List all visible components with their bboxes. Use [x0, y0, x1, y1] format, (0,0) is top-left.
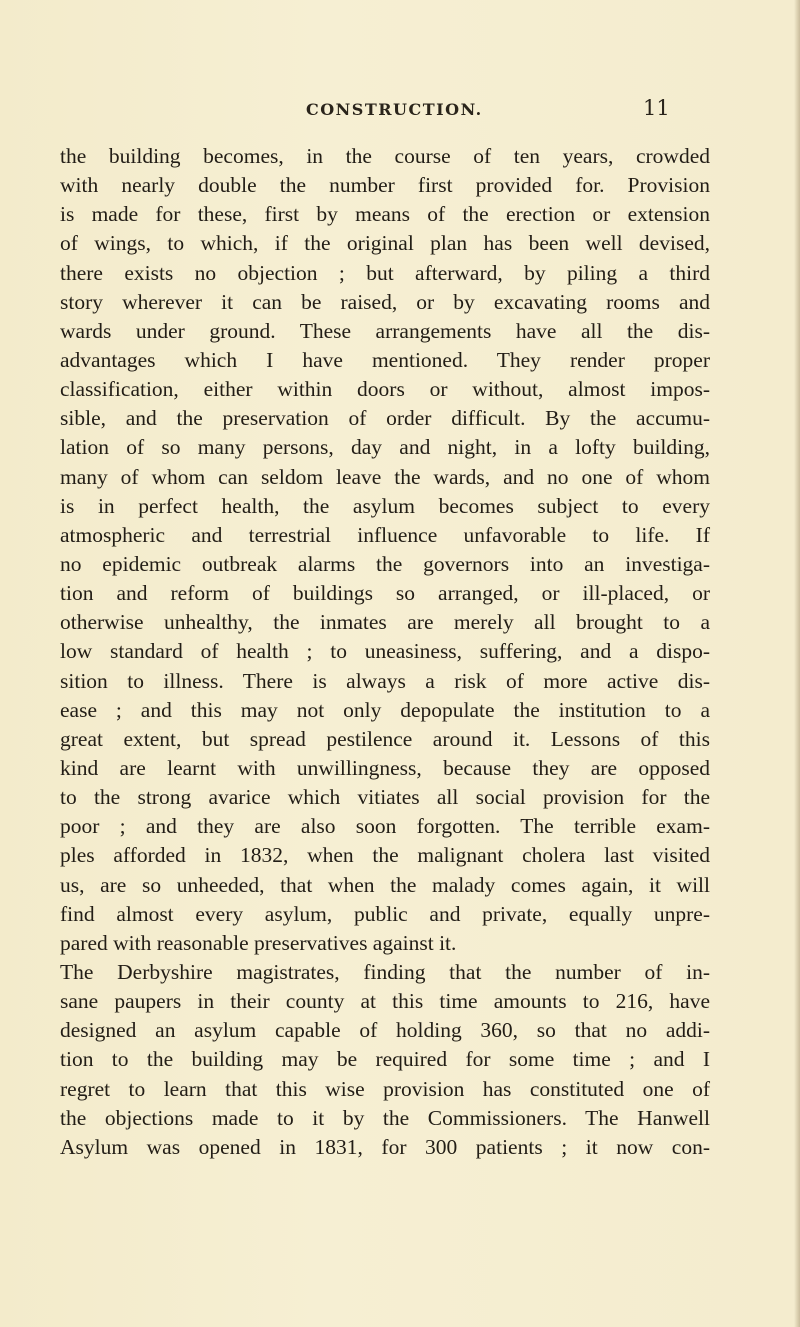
text-line-34: the objections made to it by the Commissioners. The Hanwell — [60, 1105, 710, 1130]
text-line-10: sible, and the preservation of order difficult. By the accumu- — [60, 406, 710, 431]
text-line-20: ease ; and this may not only depopulate the institution to a — [60, 697, 710, 722]
page-edge-shadow — [794, 0, 800, 1327]
text-line-25: ples afforded in 1832, when the malignant cholera last visited — [60, 843, 710, 868]
running-title: CONSTRUCTION. — [306, 100, 483, 119]
text-line-11: lation of so many persons, day and night, in a lofty building, — [60, 435, 710, 460]
body-text — [60, 142, 710, 1162]
text-line-17: otherwise unhealthy, the inmates are merely all brought to a — [60, 610, 710, 635]
running-head — [0, 96, 800, 130]
text-line-3: is made for these, first by means of the erection or extension — [60, 202, 710, 227]
text-line-7: wards under ground. These arrangements have all the dis- — [60, 318, 710, 343]
text-line-24: poor ; and they are also soon forgotten. The terrible exam- — [60, 814, 710, 839]
text-line-5: there exists no objection ; but afterward, by piling a third — [60, 260, 710, 285]
text-line-1: the building becomes, in the course of ten years, crowded — [60, 144, 710, 168]
text-line-29: The Derbyshire magistrates, finding that the number of in- — [60, 959, 710, 984]
text-line-22: kind are learnt with unwillingness, because they are opposed — [60, 755, 710, 780]
text-line-12: many of whom can seldom leave the wards, and no one of whom — [60, 464, 710, 489]
text-line-4: of wings, to which, if the original plan has been well devised, — [60, 231, 710, 256]
text-line-27: find almost every asylum, public and private, equally unpre- — [60, 901, 710, 926]
text-line-18: low standard of health ; to uneasiness, suffering, and a dispo- — [60, 639, 710, 664]
text-line-30: sane paupers in their county at this time amounts to 216, have — [60, 989, 710, 1014]
text-line-23: to the strong avarice which vitiates all social provision for the — [60, 785, 710, 810]
page-number: 11 — [643, 96, 670, 120]
text-line-13: is in perfect health, the asylum becomes subject to every — [60, 493, 710, 518]
text-line-16: tion and reform of buildings so arranged, or ill-placed, or — [60, 581, 710, 606]
text-line-19: sition to illness. There is always a risk of more active dis- — [60, 668, 710, 693]
text-line-21: great extent, but spread pestilence around it. Lessons of this — [60, 726, 710, 751]
text-line-32: tion to the building may be required for some time ; and I — [60, 1047, 710, 1072]
text-line-9: classification, either within doors or without, almost impos- — [60, 377, 710, 402]
text-line-14: atmospheric and terrestrial influence unfavorable to life. If — [60, 522, 710, 547]
text-line-8: advantages which I have mentioned. They render proper — [60, 347, 710, 372]
text-line-6: story wherever it can be raised, or by excavating rooms and — [60, 289, 710, 314]
text-line-33: regret to learn that this wise provision has constituted one of — [60, 1076, 710, 1101]
text-line-15: no epidemic outbreak alarms the governors into an investiga- — [60, 551, 710, 576]
text-line-31: designed an asylum capable of holding 360, so that no addi- — [60, 1018, 710, 1043]
text-line-35: Asylum was opened in 1831, for 300 patients ; it now con- — [60, 1134, 710, 1159]
text-line-2: with nearly double the number first provided for. Provision — [60, 173, 710, 198]
text-line-26: us, are so unheeded, that when the malady comes again, it will — [60, 872, 710, 897]
text-line-28: pared with reasonable preservatives against it. — [60, 930, 457, 955]
